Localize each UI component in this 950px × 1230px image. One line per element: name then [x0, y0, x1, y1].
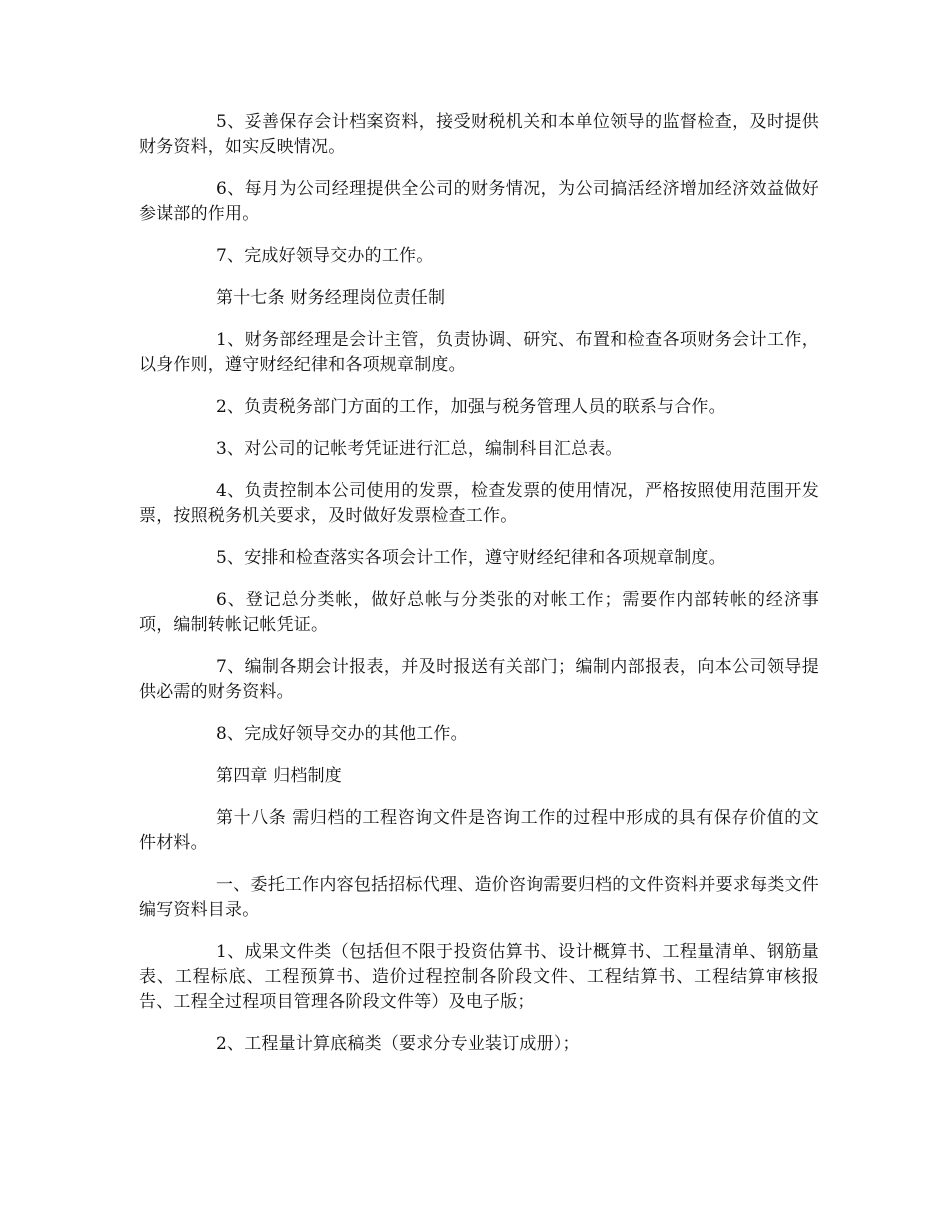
paragraph-6-general-ledger: 6、登记总分类帐，做好总帐与分类张的对帐工作；需要作内部转帐的经济事项，编制转帐记帐凭证。: [139, 590, 819, 635]
article-18-heading: 第十八条 需归档的工程咨询文件是咨询工作的过程中形成的具有保存价值的文件材料。: [139, 808, 819, 853]
paragraph-2-quantity-drafts: 2、工程量计算底稿类（要求分专业装订成册）；: [216, 1034, 580, 1054]
document-body: [139, 110, 819, 1074]
paragraph-8-other-work: 8、完成好领导交办的其他工作。: [216, 724, 468, 744]
paragraph-1-finance-manager: 1、财务部经理是会计主管，负责协调、研究、布置和检查各项财务会计工作，以身作则，遵守财经纪律和各项规章制度。: [139, 330, 819, 375]
paragraph-4-invoice-control: 4、负责控制本公司使用的发票，检查发票的使用情况，严格按照使用范围开发票，按照税务机关要求，及时做好发票检查工作。: [139, 481, 819, 526]
paragraph-7-reports: 7、编制各期会计报表，并及时报送有关部门；编制内部报表，向本公司领导提供必需的财务资料。: [139, 657, 819, 702]
paragraph-6-monthly-report: 6、每月为公司经理提供全公司的财务情况，为公司搞活经济增加经济效益做好参谋部的作用。: [139, 179, 819, 224]
paragraph-1-result-documents: 1、成果文件类（包括但不限于投资估算书、设计概算书、工程量清单、钢筋量表、工程标底、工程预算书、造价过程控制各阶段文件、工程结算书、工程结算审核报告、工程全过程项目管理各阶段文件等）及电子版；: [139, 942, 819, 1012]
section-1-archive-scope: 一、委托工作内容包括招标代理、造价咨询需要归档的文件资料并要求每类文件编写资料目录。: [139, 875, 819, 920]
paragraph-2-tax-work: 2、负责税务部门方面的工作，加强与税务管理人员的联系与合作。: [216, 397, 726, 417]
paragraph-3-voucher-summary: 3、对公司的记帐考凭证进行汇总，编制科目汇总表。: [216, 439, 623, 459]
paragraph-5-accounting-work: 5、安排和检查落实各项会计工作，遵守财经纪律和各项规章制度。: [216, 548, 726, 568]
paragraph-5-archive-custody: 5、妥善保存会计档案资料，接受财税机关和本单位领导的监督检查，及时提供财务资料，如实反映情况。: [139, 112, 819, 157]
chapter-4-heading: 第四章 归档制度: [216, 766, 343, 786]
paragraph-7-assigned-work: 7、完成好领导交办的工作。: [216, 246, 434, 266]
article-17-heading: 第十七条 财务经理岗位责任制: [216, 288, 446, 308]
